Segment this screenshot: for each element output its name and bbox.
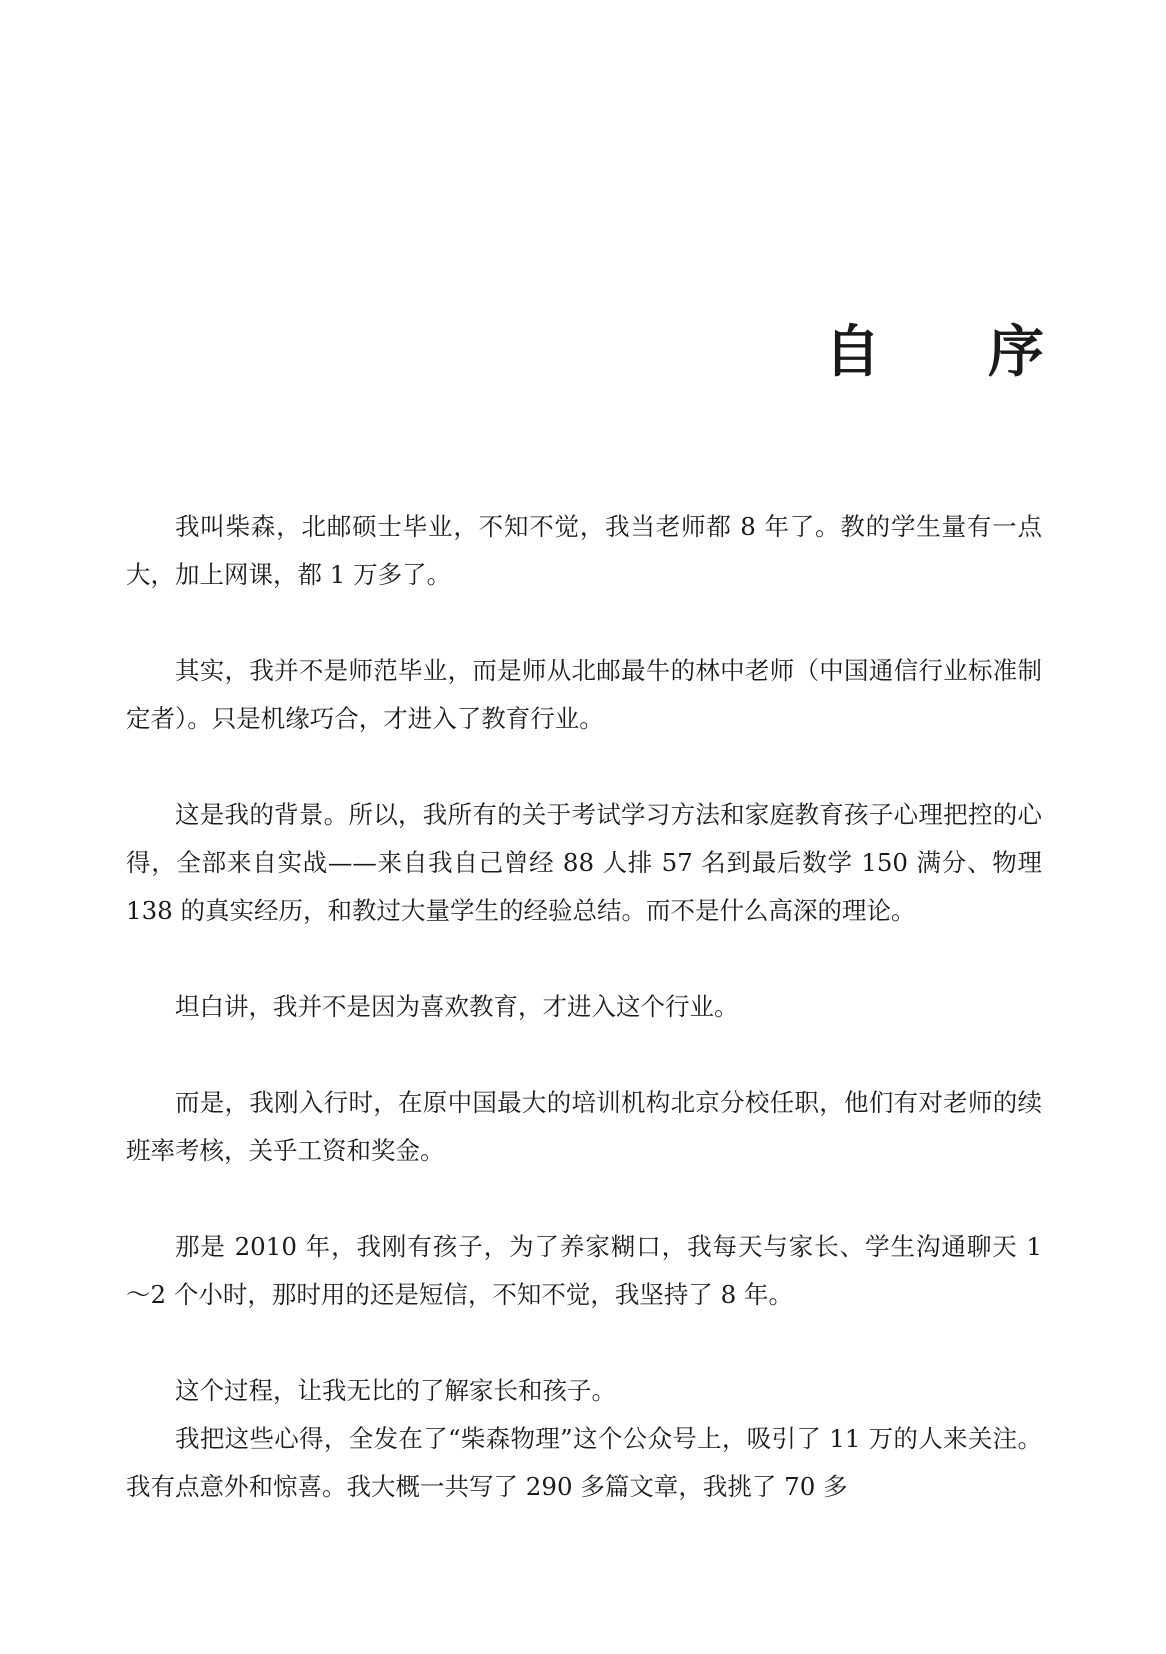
paragraph-7: 这个过程，让我无比的了解家长和孩子。 <box>175 1376 616 1405</box>
paragraph-2: 其实，我并不是师范毕业，而是师从北邮最牛的林中老师（中国通信行业标准制定者）。只是机缘巧合，才进入了教育行业。 <box>126 656 1042 733</box>
paragraph-1: 我叫柴森，北邮硕士毕业，不知不觉，我当老师都 8 年了。教的学生量有一点大，加上网课，都 1 万多了。 <box>126 512 1042 589</box>
paragraph-5: 而是，我刚入行时，在原中国最大的培训机构北京分校任职，他们有对老师的续班率考核，关乎工资和奖金。 <box>126 1088 1042 1165</box>
page-title: 自 序 <box>824 319 1088 385</box>
paragraph-6: 那是 2010 年，我刚有孩子，为了养家糊口，我每天与家长、学生沟通聊天 1 ～2 个小时，那时用的还是短信，不知不觉，我坚持了 8 年。 <box>126 1232 1042 1309</box>
paragraph-3: 这是我的背景。所以，我所有的关于考试学习方法和家庭教育孩子心理把控的心得，全部来自实战——来自我自己曾经 88 人排 57 名到最后数学 150 满分、物理 138 的真实经历，和教过大量学生的经验总结。而不是什么高深的理论。 <box>126 800 1042 925</box>
body-text <box>126 503 1042 1511</box>
paragraph-4: 坦白讲，我并不是因为喜欢教育，才进入这个行业。 <box>175 992 739 1021</box>
paragraph-8: 我把这些心得，全发在了“柴森物理”这个公众号上，吸引了 11 万的人来关注。我有点意外和惊喜。我大概一共写了 290 多篇文章，我挑了 70 多 <box>126 1424 1042 1501</box>
